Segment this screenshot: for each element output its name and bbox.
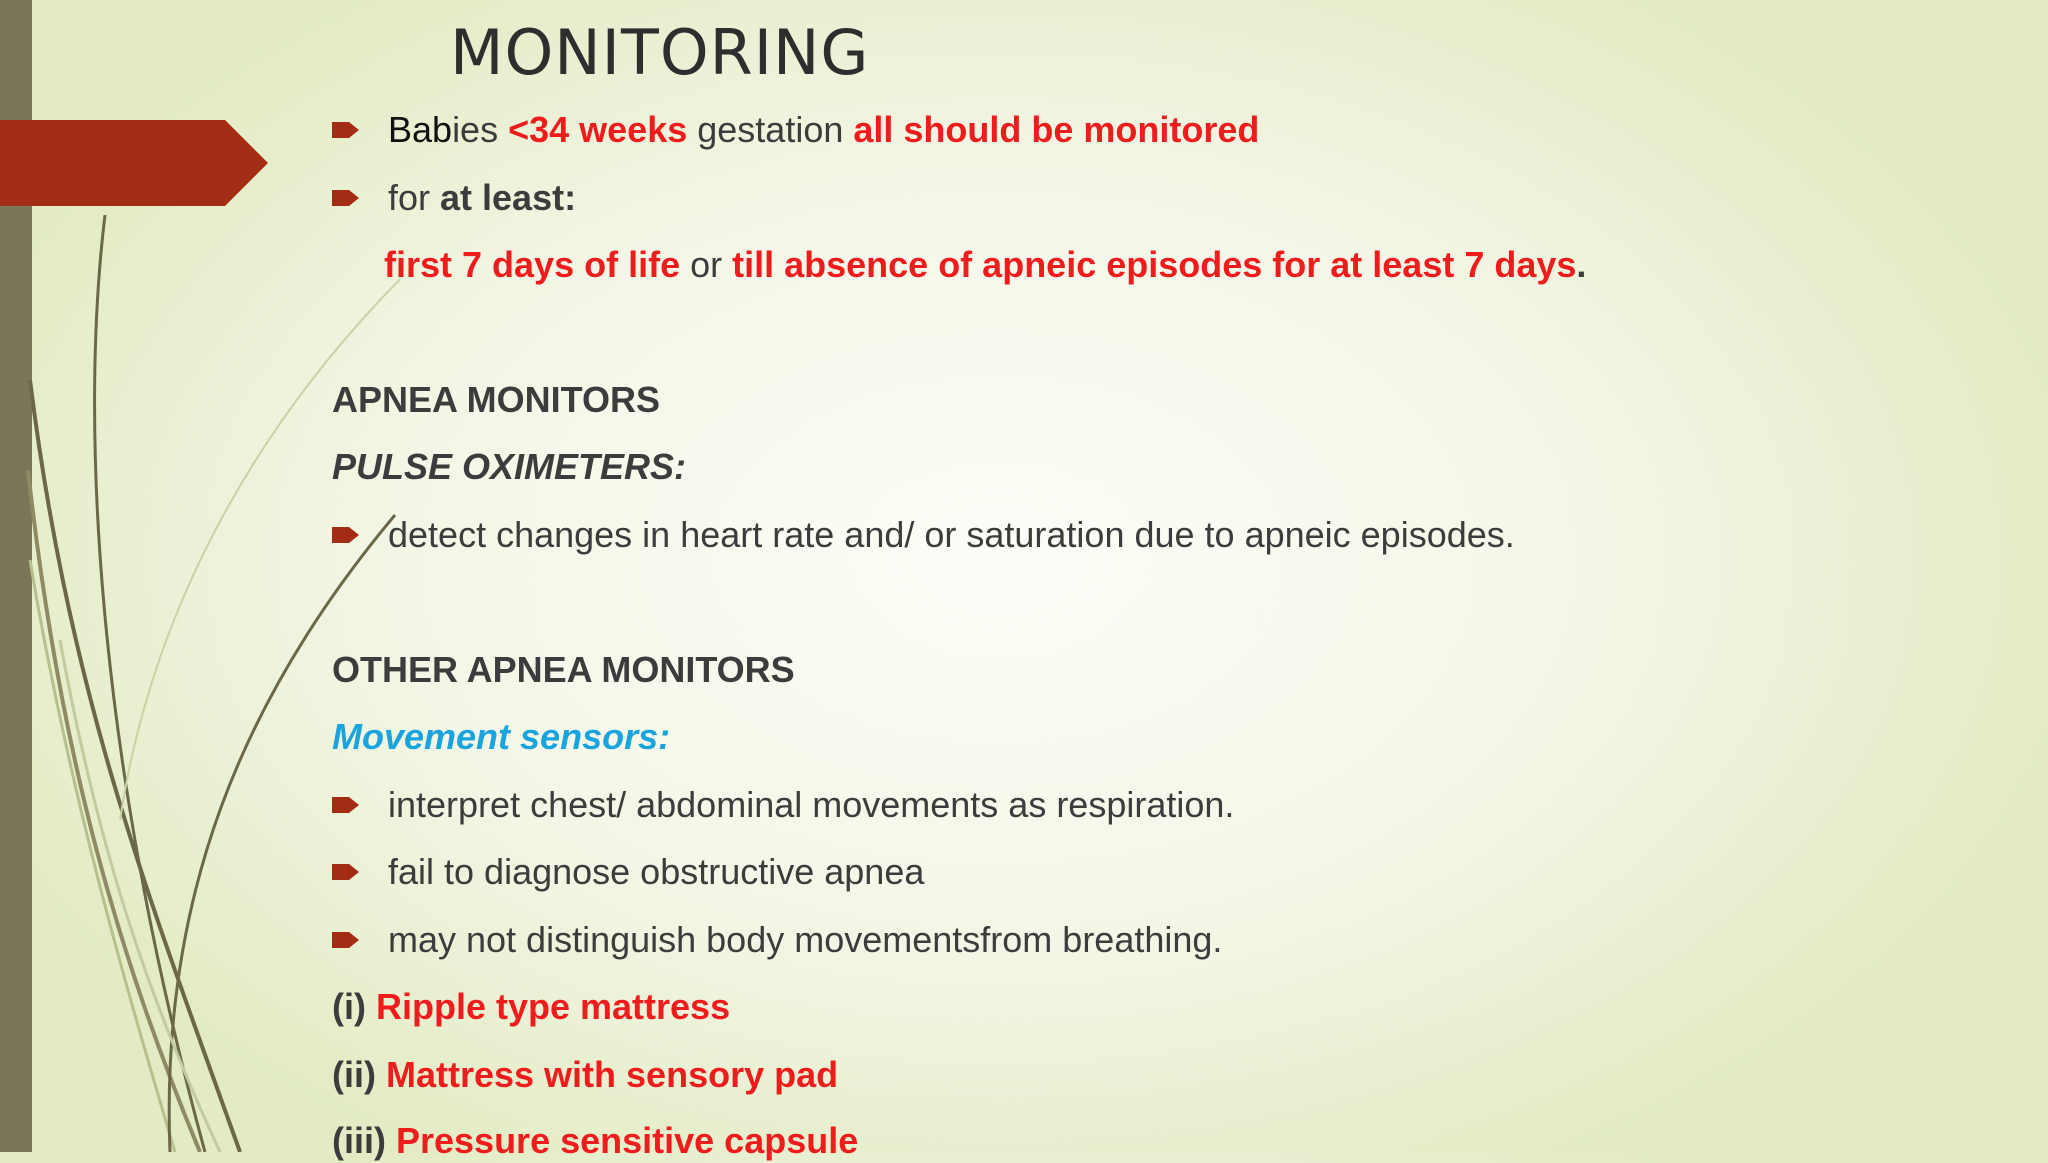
movement-sensors-heading: Movement sensors: (332, 716, 671, 757)
bullet-movement-2: fail to diagnose obstructive apnea (332, 850, 924, 894)
arrow-bullet-icon (332, 119, 360, 141)
apnea-monitors-heading: APNEA MONITORS (332, 379, 661, 420)
arrow-banner-icon (0, 120, 270, 206)
pulse-oximeters-heading: PULSE OXIMETERS: (332, 446, 687, 487)
monitoring-duration: first 7 days of life or till absence of apneic episodes for at least 7 days. (384, 244, 1587, 285)
other-apnea-monitors-heading: OTHER APNEA MONITORS (332, 649, 795, 690)
bullet-pulse-oximeter: detect changes in heart rate and/ or saturation due to apneic episodes. (332, 513, 1515, 557)
bullet-movement-3: may not distinguish body movementsfrom breathing. (332, 918, 1222, 962)
bullet-movement-1: interpret chest/ abdominal movements as respiration. (332, 783, 1234, 827)
arrow-bullet-icon (332, 524, 360, 546)
type-ripple-mattress: (i) Ripple type mattress (332, 986, 731, 1027)
arrow-bullet-icon (332, 861, 360, 883)
type-sensory-pad: (ii) Mattress with sensory pad (332, 1054, 839, 1095)
bullet-at-least: for at least: (332, 176, 576, 220)
type-pressure-capsule: (iii) Pressure sensitive capsule (332, 1120, 859, 1161)
arrow-bullet-icon (332, 929, 360, 951)
bullet-gestation: Babies <34 weeks gestation all should be monitored (332, 108, 1259, 152)
arrow-bullet-icon (332, 187, 360, 209)
slide-title: MONITORING (450, 16, 870, 89)
arrow-bullet-icon (332, 794, 360, 816)
